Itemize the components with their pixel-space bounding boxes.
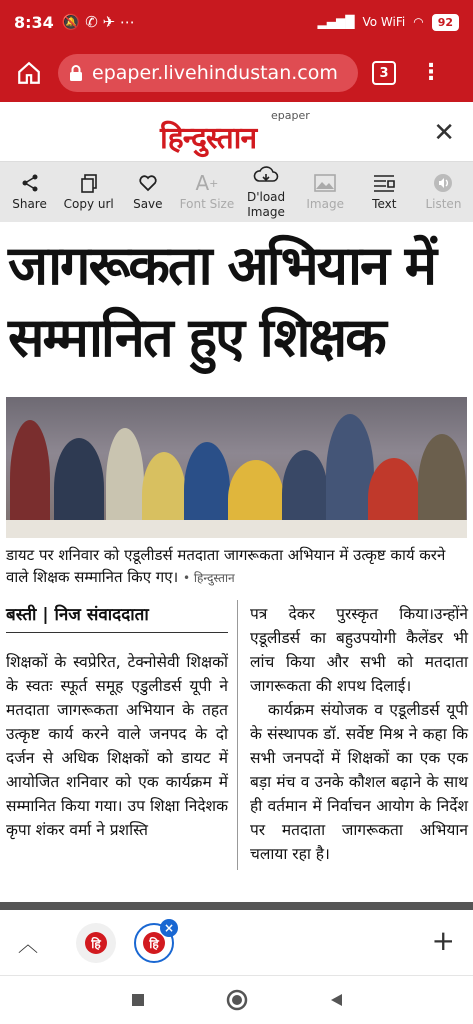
share-button[interactable] <box>0 162 59 222</box>
article-action-toolbar <box>0 162 473 222</box>
heart-icon <box>138 172 158 194</box>
close-button[interactable]: ✕ <box>433 118 455 148</box>
wifi-icon: ◠ <box>413 15 424 29</box>
text-button[interactable] <box>355 162 414 222</box>
article-clipping <box>0 222 473 902</box>
recents-icon[interactable] <box>130 992 146 1008</box>
lock-icon <box>68 64 84 82</box>
download-image-button[interactable] <box>237 162 296 222</box>
download-image-label: D'load Image <box>246 189 286 219</box>
vowifi-label: Vo WiFi <box>362 15 406 29</box>
hindustan-tab-icon: हि <box>85 932 107 954</box>
headline-line-1: जागरूकता अभियान में <box>8 234 436 297</box>
listen-label: Listen <box>425 197 462 211</box>
hindustan-tab-icon: हि <box>143 932 165 954</box>
copy-url-label: Copy url <box>63 197 114 211</box>
home-nav-icon[interactable] <box>226 989 248 1011</box>
copy-icon <box>79 172 99 194</box>
chevron-up-icon[interactable]: ︿ <box>18 932 38 956</box>
battery-indicator: 92 <box>432 14 459 31</box>
epaper-header <box>0 102 473 162</box>
share-label: Share <box>12 197 47 211</box>
save-label: Save <box>133 197 163 211</box>
notification-icons: 🔕 ✆ ✈ ⋯ <box>61 13 135 31</box>
status-time: 8:34 <box>14 12 54 32</box>
tab-thumbnail[interactable] <box>76 923 116 963</box>
article-column-right <box>250 602 468 866</box>
headline-line-2: सम्मानित हुए शिक्षक <box>8 306 385 369</box>
text-label: Text <box>372 197 397 211</box>
article-photo <box>6 397 467 538</box>
caption-text: डायट पर शनिवार को एडूलीडर्स मतदाता जागरूकता अभियान में उत्कृष्ट कार्य करने वाले शिक्षक सम्मानित किए गए। <box>6 546 446 586</box>
copy-url-button[interactable] <box>59 162 118 222</box>
article-byline: बस्ती | निज संवाददाता <box>6 605 149 625</box>
font-size-button[interactable] <box>177 162 236 222</box>
right-column-paragraph-1: पत्र देकर पुरस्कृत किया।उन्होंने एडूलीडर्स का बहुउपयोगी कैलेंडर भी लांच किया और सभी को मतदाता जागरूकता की शपथ दिलाई। <box>250 605 468 695</box>
left-column-text: शिक्षकों के स्वप्रेरित, टेक्नोसेवी शिक्षकों के स्वतः स्फूर्त समूह एडुलीडर्स यूपी ने मतदाता जागरूकता अभियान के तहत उत्कृष्ट कार्य करने वाले जनपद के दो दर्जन से अधिक शिक्षकों को डायट में आयोजित शनिवार को एक कार्यक्रम में सम्मानित किया गया। उप शिक्षा निदेशक कृपा शंकर वर्मा ने प्रशस्ति <box>6 653 228 839</box>
back-icon[interactable] <box>328 992 344 1008</box>
status-bar <box>0 0 473 44</box>
image-icon <box>314 172 336 194</box>
article-column-left <box>6 650 228 842</box>
hindustan-logo: हिन्दुस्तान <box>160 121 257 156</box>
right-column-paragraph-2: कार्यक्रम संयोजक व एडूलीडर्स यूपी के संस्थापक डॉ. सर्वेष्ट मिश्र ने कहा कि सभी जनपदों में शिक्षकों का एक एक बड़ा मंच व उनके कौशल बढ़ाने के साथ ही वर्तमान में निर्वाचन आयोग के निर्देश पर मतदाता जागरूकता अभियान चलाया रहा है। <box>250 701 468 863</box>
url-text: epaper.livehindustan.com <box>92 62 338 84</box>
new-tab-button[interactable]: + <box>431 924 455 957</box>
speaker-icon <box>433 172 453 194</box>
byline-divider <box>6 632 228 633</box>
signal-icon: ▂▄▆█ <box>317 15 355 29</box>
save-button[interactable] <box>118 162 177 222</box>
tab-switcher-button[interactable]: 3 <box>372 61 396 85</box>
article-headline <box>8 230 468 374</box>
tab-strip <box>0 910 473 976</box>
text-icon <box>373 172 395 194</box>
font-size-label: Font Size <box>179 197 235 211</box>
image-button[interactable] <box>296 162 355 222</box>
home-button[interactable] <box>12 56 46 90</box>
url-bar[interactable] <box>58 54 358 92</box>
column-divider <box>237 600 238 870</box>
download-cloud-icon <box>253 165 279 187</box>
caption-credit: • हिन्दुस्तान <box>182 571 235 585</box>
image-label: Image <box>306 197 344 211</box>
home-icon <box>16 60 42 86</box>
listen-button[interactable] <box>414 162 473 222</box>
close-tab-icon[interactable]: × <box>160 919 178 937</box>
photo-caption <box>6 544 468 589</box>
browser-toolbar <box>0 44 473 102</box>
overflow-menu-icon[interactable]: ⋮ <box>420 60 442 85</box>
font-size-icon: A + <box>195 171 219 195</box>
system-nav-bar <box>0 976 473 1024</box>
logo-epaper-label: epaper <box>271 109 310 122</box>
content-divider <box>0 902 473 910</box>
share-icon <box>20 172 40 194</box>
tab-thumbnail-active[interactable] <box>134 923 174 963</box>
